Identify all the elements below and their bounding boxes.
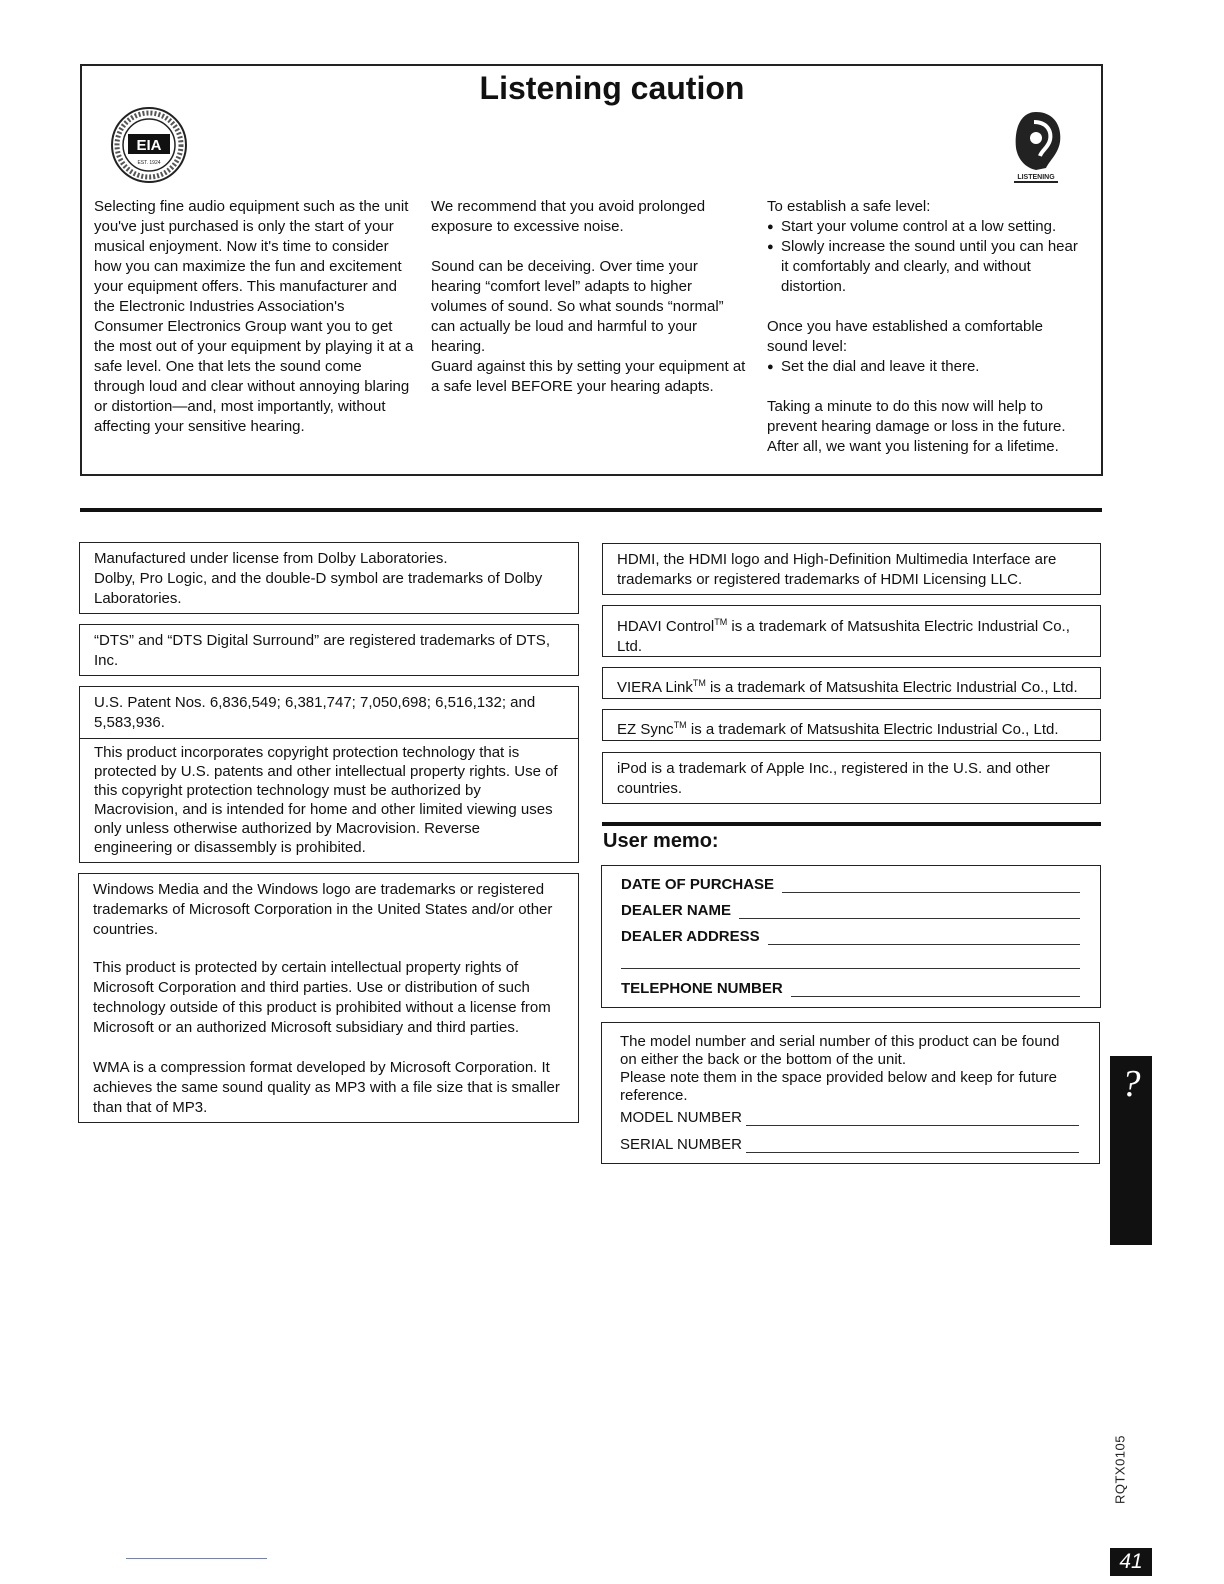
dealer-address-field[interactable]	[768, 930, 1080, 945]
eia-logo	[110, 106, 188, 184]
ipod-notice-box	[602, 752, 1101, 804]
page-number: 41	[1119, 1550, 1143, 1573]
ezsync-name: EZ Sync	[617, 721, 674, 738]
user-memo-rule	[602, 822, 1101, 826]
dealer-address-label: DEALER ADDRESS	[621, 928, 760, 945]
hdavi-notice-text	[617, 612, 1070, 657]
windows-notice-para2: This product is protected by certain intellectual property rights of Microsoft Corporation and third parties. Use or distribution of such technology outside of this product is prohibited without a license from Microsoft or an authorized Microsoft subsidiary and third parties.	[93, 959, 551, 1036]
dealer-address-row	[621, 928, 1080, 945]
patent-notice-text: U.S. Patent Nos. 6,836,549; 6,381,747; 7,050,698; 6,516,132; and 5,583,936.	[94, 694, 536, 731]
copyright-notice-text: This product incorporates copyright protection technology that is protected by U.S. patents and other intellectual property rights. Use of this copyright protection technology must be authorized by Macrovision, and is intended for home and other limited viewing uses only unless otherwise authorized by Macrovision. Reverse engineering or disassembly is prohibited.	[94, 744, 558, 856]
dealer-name-field[interactable]	[739, 904, 1080, 919]
caution-col2-para2: Sound can be deceiving. Over time your hearing “comfort level” adapts to higher volumes of sound. So what sounds “normal” can actually be loud and harmful to your hearing. Guard against this by setting your equipment at a safe level BEFORE your hearing adapts.	[431, 258, 746, 395]
ezsync-rest: is a trademark of Matsushita Electric Industrial Co., Ltd.	[686, 721, 1059, 738]
date-of-purchase-row	[621, 876, 1080, 893]
dolby-notice-box	[79, 542, 579, 614]
viera-name: VIERA Link	[617, 679, 693, 696]
eia-logo-est: EST. 1924	[137, 160, 161, 166]
patent-box-divider	[80, 738, 578, 739]
windows-notice-para3: WMA is a compression format developed by Microsoft Corporation. It achieves the same sound quality as MP3 with a file size that is smaller than that of MP3.	[93, 1059, 560, 1116]
model-number-instructions: The model number and serial number of this product can be found on either the back or the bottom of the unit. Please note them in the space provided below and keep for future reference.	[620, 1033, 1060, 1104]
user-memo-heading: User memo:	[603, 830, 719, 852]
caution-column-3	[767, 197, 1097, 457]
ezsync-notice-box	[602, 709, 1101, 741]
windows-notice-box	[78, 873, 579, 1123]
viera-notice-box	[602, 667, 1101, 699]
caution-col1-text: Selecting fine audio equipment such as the unit you've just purchased is only the start of your musical enjoyment. Now it's time to consider how you can maximize the fun and excitement your equipment offers. This manufacturer and the Electronic Industries Association's Consumer Electronics Group want you to get the most out of your equipment by playing it at a safe level. One that lets the sound come through loud and clear without annoying blaring or distortion—and, most importantly, without affecting your sensitive hearing.	[94, 198, 414, 435]
user-memo-box	[601, 865, 1101, 1008]
caution-bullet-1: ● Start your volume control at a low setting.	[767, 217, 1097, 237]
section-divider	[80, 508, 1102, 512]
dealer-name-row	[621, 902, 1080, 919]
telephone-number-label: TELEPHONE NUMBER	[621, 980, 783, 997]
caution-bullet-2: ● Slowly increase the sound until you can hear it comfortably and clearly, and without distortion.	[767, 237, 1097, 297]
viera-tm: TM	[692, 678, 706, 688]
dolby-notice-text: Manufactured under license from Dolby Laboratories. Dolby, Pro Logic, and the double-D symbol are trademarks of Dolby Laboratories.	[94, 550, 543, 607]
side-section-tab	[1110, 1056, 1152, 1245]
telephone-number-field[interactable]	[791, 982, 1080, 997]
hdmi-notice-text: HDMI, the HDMI logo and High-Definition Multimedia Interface are trademarks or registered trademarks of HDMI Licensing LLC.	[617, 551, 1057, 588]
hdavi-notice-box	[602, 605, 1101, 657]
hdavi-rest: is a trademark of Matsushita Electric Industrial Co., Ltd.	[617, 618, 1070, 655]
listening-logo	[1006, 108, 1066, 188]
caution-column-1	[94, 197, 424, 437]
caution-col3-para3: Taking a minute to do this now will help to prevent hearing damage or loss in the future. After all, we want you listening for a lifetime.	[767, 398, 1066, 455]
caution-column-2	[431, 197, 761, 397]
hdmi-notice-box	[602, 543, 1101, 595]
model-number-box	[601, 1022, 1100, 1164]
ezsync-notice-text	[617, 715, 1059, 740]
footer-link-underline	[126, 1558, 267, 1559]
patent-copyright-box	[79, 686, 579, 863]
serial-number-label: SERIAL NUMBER	[620, 1136, 742, 1153]
viera-notice-text	[617, 673, 1078, 698]
side-tab-glyph: ?	[1121, 1063, 1141, 1105]
dts-notice-text: “DTS” and “DTS Digital Surround” are registered trademarks of DTS, Inc.	[94, 632, 550, 669]
hdavi-tm: TM	[714, 617, 728, 627]
caution-bullet-3: ● Set the dial and leave it there.	[767, 357, 1097, 377]
date-of-purchase-label: DATE OF PURCHASE	[621, 876, 775, 893]
model-number-row	[620, 1109, 1079, 1126]
eia-logo-text: EIA	[136, 137, 162, 154]
telephone-number-row	[621, 980, 1080, 997]
caution-col2-para1: We recommend that you avoid prolonged exposure to excessive noise.	[431, 198, 706, 235]
model-number-field[interactable]	[746, 1111, 1079, 1126]
dts-notice-box	[79, 624, 579, 676]
caution-col3-intro: To establish a safe level:	[767, 198, 931, 215]
model-number-label: MODEL NUMBER	[620, 1109, 742, 1126]
page-number-tab	[1110, 1548, 1152, 1576]
dealer-address-field-extra[interactable]	[621, 968, 1080, 969]
windows-notice-para1: Windows Media and the Windows logo are trademarks or registered trademarks of Microsoft Corporation in the United States and/or other countries.	[93, 881, 553, 938]
date-of-purchase-field[interactable]	[782, 878, 1080, 893]
ipod-notice-text: iPod is a trademark of Apple Inc., registered in the U.S. and other countries.	[617, 760, 1050, 797]
hdavi-name: HDAVI Control	[617, 618, 715, 635]
serial-number-row	[620, 1136, 1079, 1153]
dealer-name-label: DEALER NAME	[621, 902, 732, 919]
caution-col3-para2: Once you have established a comfortable sound level:	[767, 318, 1043, 355]
serial-number-field[interactable]	[746, 1138, 1079, 1153]
viera-rest: is a trademark of Matsushita Electric Industrial Co., Ltd.	[705, 679, 1078, 696]
ear-listening-icon	[1006, 108, 1066, 188]
model-code: RQTX0105	[1112, 1434, 1128, 1505]
eia-seal-icon	[110, 106, 188, 184]
listening-logo-text: LISTENING	[1017, 174, 1055, 181]
page-title: Listening caution	[479, 70, 745, 106]
ezsync-tm: TM	[673, 720, 687, 730]
